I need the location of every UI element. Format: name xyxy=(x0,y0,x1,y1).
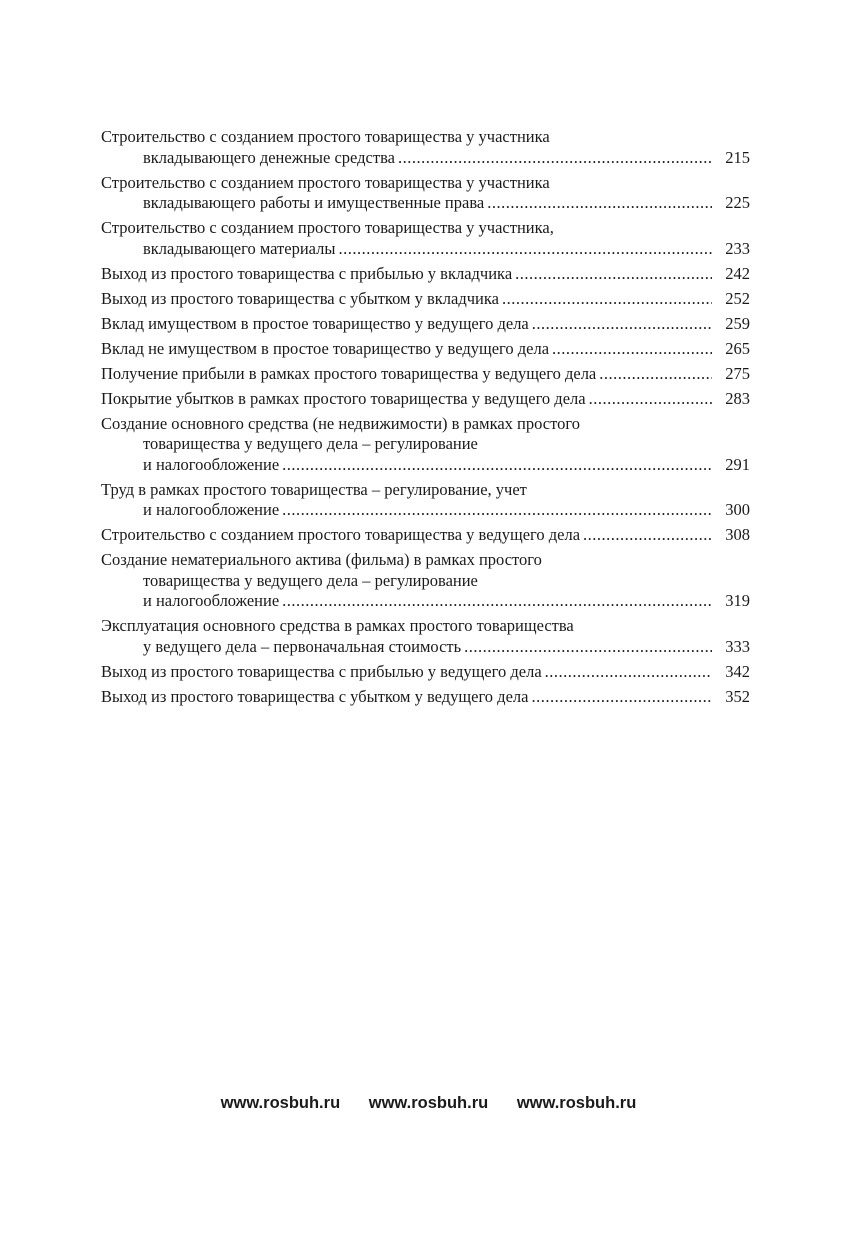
toc-entry-title-line: товарищества у ведущего дела – регулирование xyxy=(143,570,478,590)
footer-link[interactable]: www.rosbuh.ru xyxy=(516,1094,637,1112)
toc-entry-title-line: товарищества у ведущего дела – регулирование xyxy=(143,434,478,453)
toc-entry-title-line: Вклад не имуществом в простое товарищество у ведущего дела xyxy=(101,338,550,358)
toc-entry-title-line: вкладывающего денежные средства xyxy=(143,147,395,167)
toc-entry-title-line: Выход из простого товарищества с прибылью у вкладчика xyxy=(101,263,513,283)
toc-page-number: 333 xyxy=(725,636,750,656)
toc-page-number: 352 xyxy=(725,686,750,706)
toc-entry-title-line: Строительство с созданием простого товарищества у участника, xyxy=(101,218,554,237)
dot-leader xyxy=(502,289,712,310)
toc-entry[interactable] xyxy=(101,314,750,335)
dot-leader xyxy=(398,148,712,169)
toc-page-number: 319 xyxy=(725,591,750,610)
toc-entry[interactable] xyxy=(101,218,750,259)
dot-leader xyxy=(487,193,712,214)
toc-page-number: 283 xyxy=(725,388,750,408)
toc-entry-title-line: и налогообложение xyxy=(143,500,280,519)
dot-leader xyxy=(515,264,712,285)
toc-page-number: 259 xyxy=(725,313,750,333)
toc-entry-title-line: Эксплуатация основного средства в рамках простого товарищества xyxy=(101,616,574,635)
toc-page-number: 215 xyxy=(725,147,750,167)
toc-entry-title-line: вкладывающего материалы xyxy=(143,238,336,258)
dot-leader xyxy=(589,389,712,410)
page-footer xyxy=(0,1094,857,1113)
toc-entry-title-line: и налогообложение xyxy=(143,454,280,474)
toc-entry-title-line: Строительство с созданием простого товарищества у ведущего дела xyxy=(101,525,581,544)
toc-entry[interactable] xyxy=(101,414,750,476)
toc-entry[interactable] xyxy=(101,289,750,310)
toc-page-number: 291 xyxy=(725,454,750,474)
dot-leader xyxy=(282,500,712,521)
toc-page-number: 252 xyxy=(725,288,750,308)
toc-entry[interactable] xyxy=(101,173,750,214)
toc-entry[interactable] xyxy=(101,127,750,168)
toc-entry-title-line: Выход из простого товарищества с убытком у ведущего дела xyxy=(101,686,529,706)
table-of-contents xyxy=(101,127,750,712)
dot-leader xyxy=(531,687,712,708)
toc-entry-title-line: Строительство с созданием простого товарищества у участника xyxy=(101,127,550,146)
footer-link[interactable]: www.rosbuh.ru xyxy=(220,1094,341,1112)
toc-page-number: 265 xyxy=(725,338,750,358)
toc-entry[interactable] xyxy=(101,687,750,708)
toc-entry[interactable] xyxy=(101,480,750,521)
toc-entry[interactable] xyxy=(101,389,750,410)
dot-leader xyxy=(532,314,712,335)
toc-page-number: 242 xyxy=(725,263,750,283)
toc-entry[interactable] xyxy=(101,264,750,285)
toc-entry[interactable] xyxy=(101,364,750,385)
dot-leader xyxy=(552,339,712,360)
dot-leader xyxy=(583,525,712,546)
toc-entry[interactable] xyxy=(101,525,750,546)
dot-leader xyxy=(599,364,712,385)
dot-leader xyxy=(282,591,712,612)
footer-link[interactable]: www.rosbuh.ru xyxy=(368,1094,489,1112)
toc-page-number: 233 xyxy=(725,238,750,258)
toc-page-number: 308 xyxy=(725,525,750,544)
toc-entry-title-line: Создание основного средства (не недвижимости) в рамках простого xyxy=(101,413,580,433)
toc-entry-title-line: и налогообложение xyxy=(143,591,280,610)
toc-page-number: 275 xyxy=(725,363,750,383)
toc-page-number: 225 xyxy=(725,193,750,212)
toc-entry[interactable] xyxy=(101,616,750,657)
toc-page-number: 300 xyxy=(725,500,750,519)
toc-page-number: 342 xyxy=(725,661,750,681)
dot-leader xyxy=(464,637,712,658)
dot-leader xyxy=(338,239,712,260)
toc-entry[interactable] xyxy=(101,662,750,683)
toc-entry[interactable] xyxy=(101,339,750,360)
toc-entry-title-line: Создание нематериального актива (фильма) в рамках простого xyxy=(101,550,542,569)
dot-leader xyxy=(545,662,712,683)
toc-entry[interactable] xyxy=(101,550,750,612)
toc-entry-title-line: вкладывающего работы и имущественные права xyxy=(143,193,485,212)
dot-leader xyxy=(282,455,712,476)
toc-entry-title-line: Покрытие убытков в рамках простого товарищества у ведущего дела xyxy=(101,388,586,408)
toc-entry-title-line: у ведущего дела – первоначальная стоимость xyxy=(143,636,462,656)
toc-entry-title-line: Труд в рамках простого товарищества – регулирование, учет xyxy=(101,479,527,499)
toc-entry-title-line: Строительство с созданием простого товарищества у участника xyxy=(101,172,550,192)
toc-entry-title-line: Вклад имуществом в простое товарищество у ведущего дела xyxy=(101,313,529,333)
toc-entry-title-line: Выход из простого товарищества с убытком у вкладчика xyxy=(101,288,499,308)
toc-entry-title-line: Выход из простого товарищества с прибылью у ведущего дела xyxy=(101,661,542,681)
toc-entry-title-line: Получение прибыли в рамках простого товарищества у ведущего дела xyxy=(101,363,597,383)
